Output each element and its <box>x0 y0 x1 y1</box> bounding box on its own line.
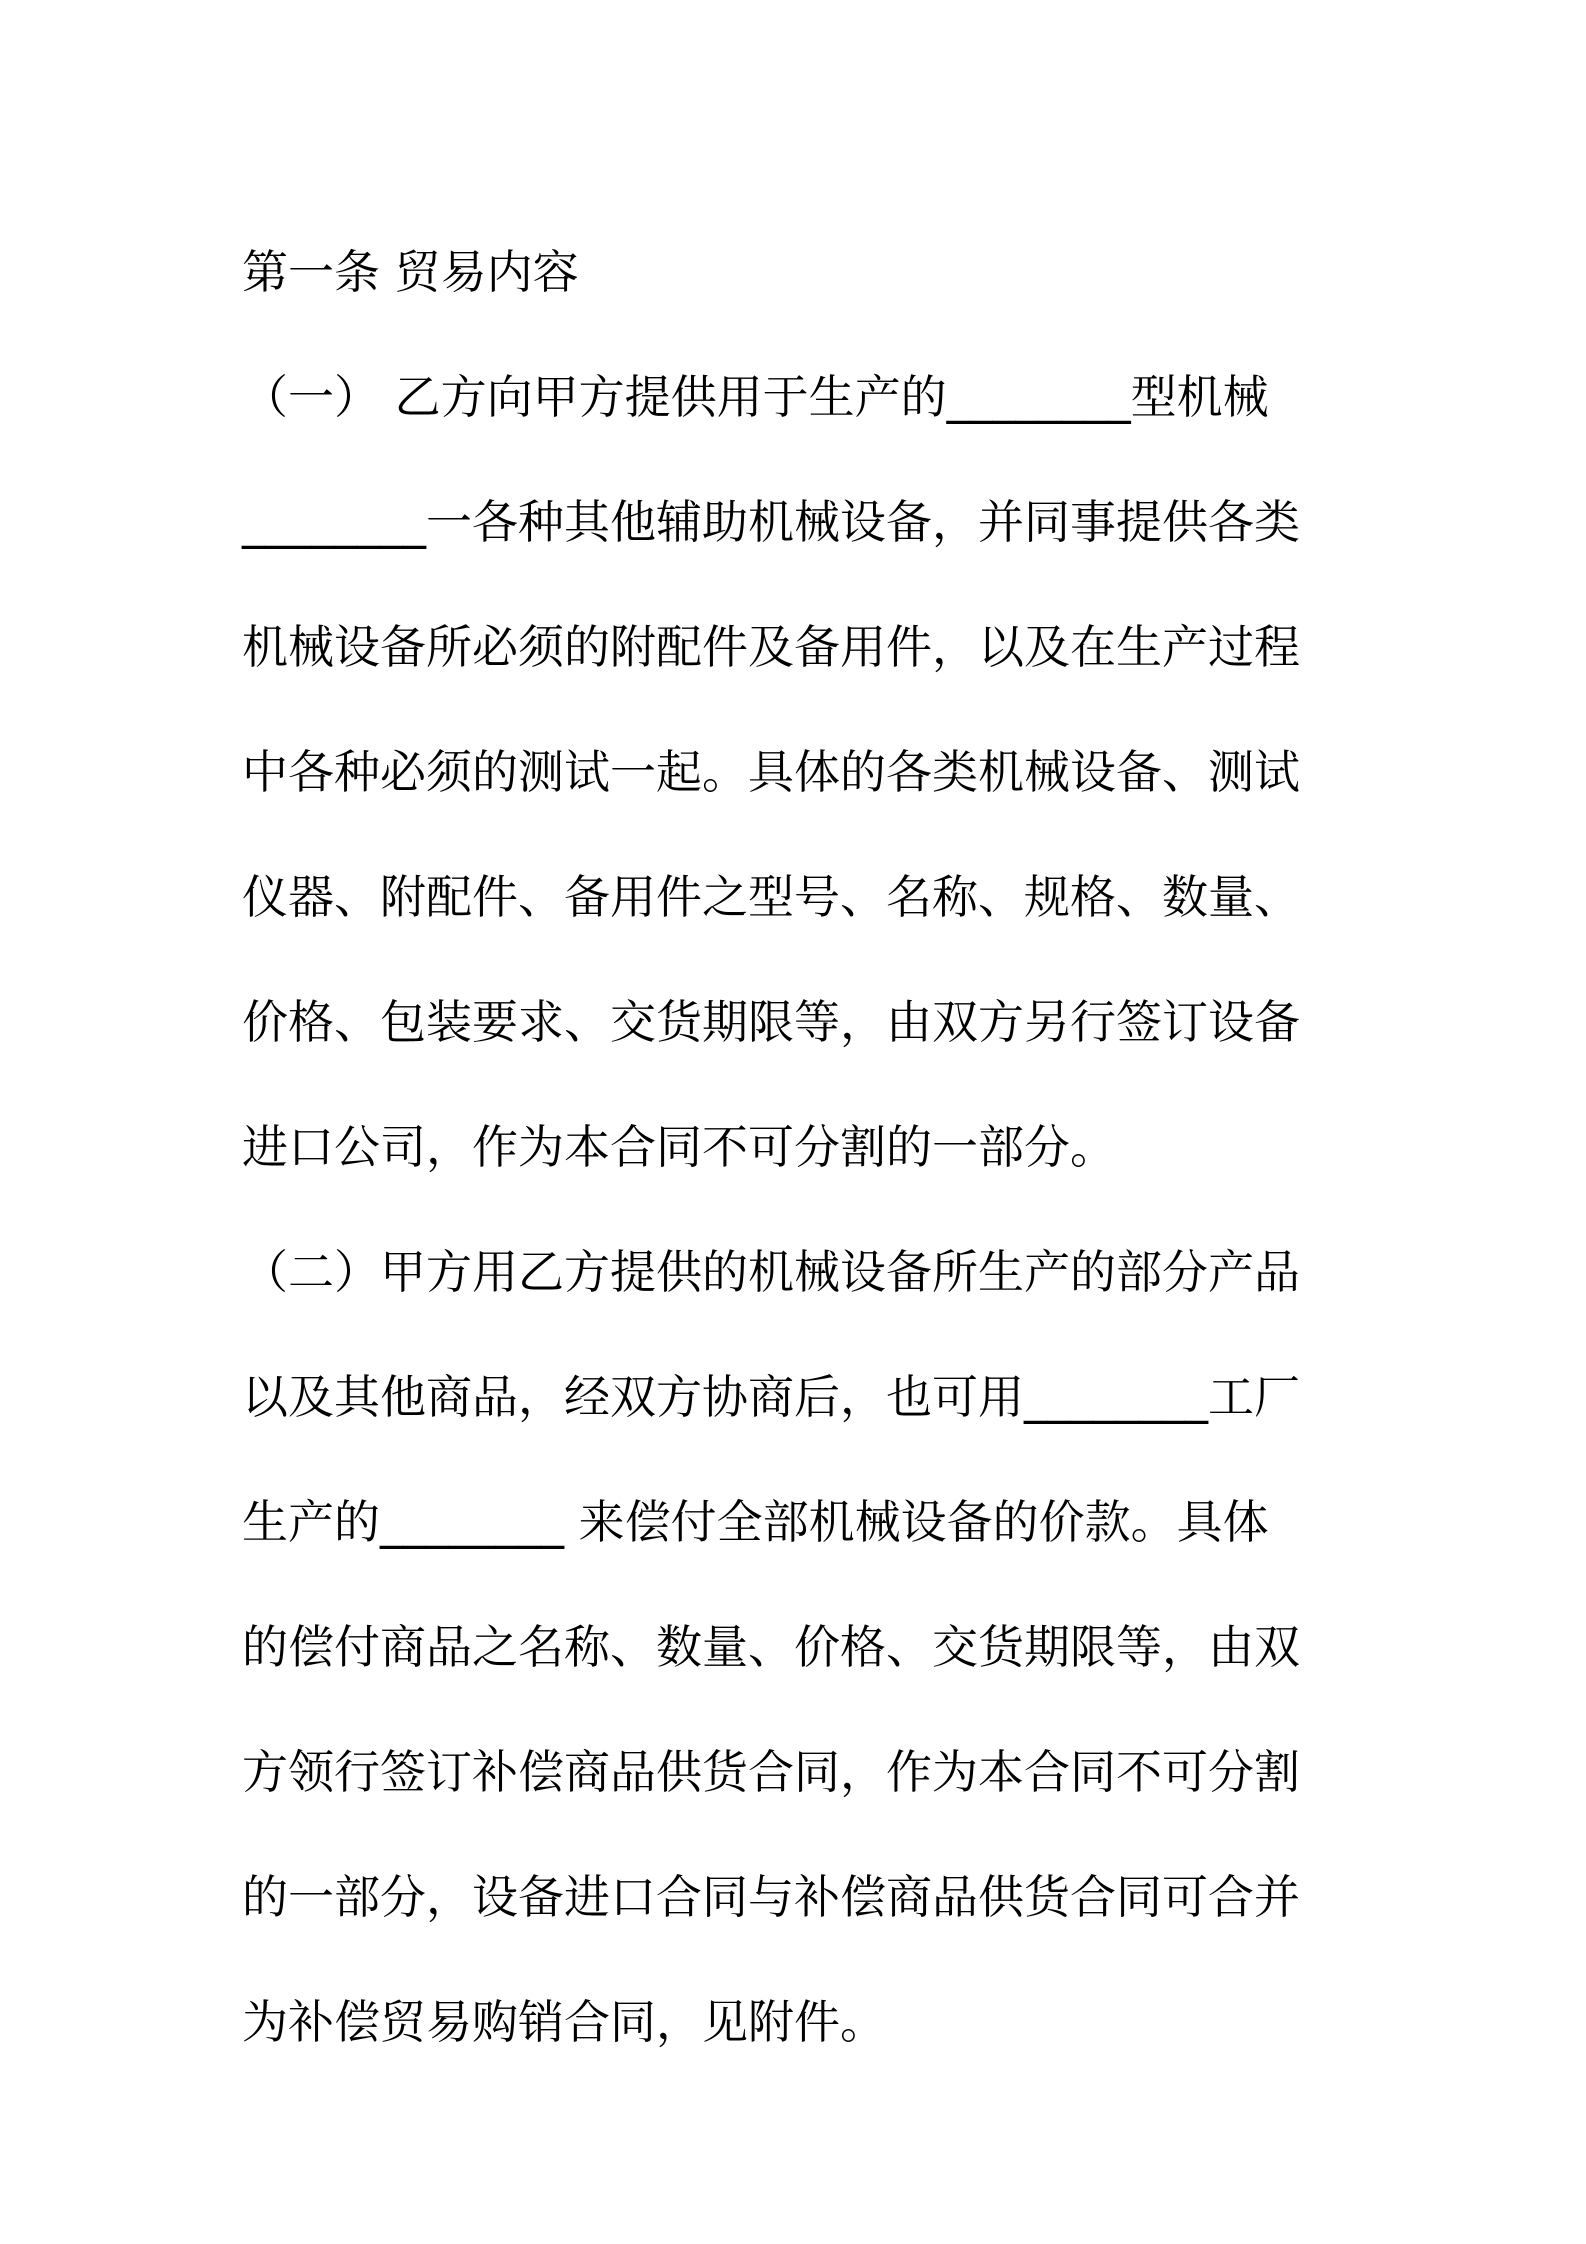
paragraph-line-12: 方领行签订补偿商品供货合同，作为本合同不可分割 <box>242 1745 1300 1799</box>
paragraph-line-5: 仪器、附配件、备用件之型号、名称、规格、数量、 <box>242 870 1300 924</box>
paragraph-line-1: （一） 乙方向甲方提供用于生产的________型机械 <box>242 370 1269 424</box>
paragraph-line-10: 生产的________ 来偿付全部机械设备的价款。具体 <box>242 1495 1269 1549</box>
paragraph-line-2: ________一各种其他辅助机械设备，并同事提供各类 <box>242 495 1300 549</box>
paragraph-line-3: 机械设备所必须的附配件及备用件，以及在生产过程 <box>242 620 1300 674</box>
paragraph-line-9: 以及其他商品，经双方协商后，也可用________工厂 <box>242 1370 1300 1424</box>
paragraph-line-13: 的一部分，设备进口合同与补偿商品供货合同可合并 <box>242 1870 1300 1924</box>
paragraph-line-11: 的偿付商品之名称、数量、价格、交货期限等，由双 <box>242 1620 1300 1674</box>
paragraph-line-14: 为补偿贸易购销合同，见附件。 <box>242 1995 886 2049</box>
paragraph-line-6: 价格、包装要求、交货期限等，由双方另行签订设备 <box>242 995 1300 1049</box>
paragraph-line-8: （二）甲方用乙方提供的机械设备所生产的部分产品 <box>242 1245 1300 1299</box>
document-body <box>242 210 1362 2085</box>
paragraph-line-7: 进口公司，作为本合同不可分割的一部分。 <box>242 1120 1116 1174</box>
paragraph-line-4: 中各种必须的测试一起。具体的各类机械设备、测试 <box>242 745 1300 799</box>
article-heading: 第一条 贸易内容 <box>242 245 579 299</box>
